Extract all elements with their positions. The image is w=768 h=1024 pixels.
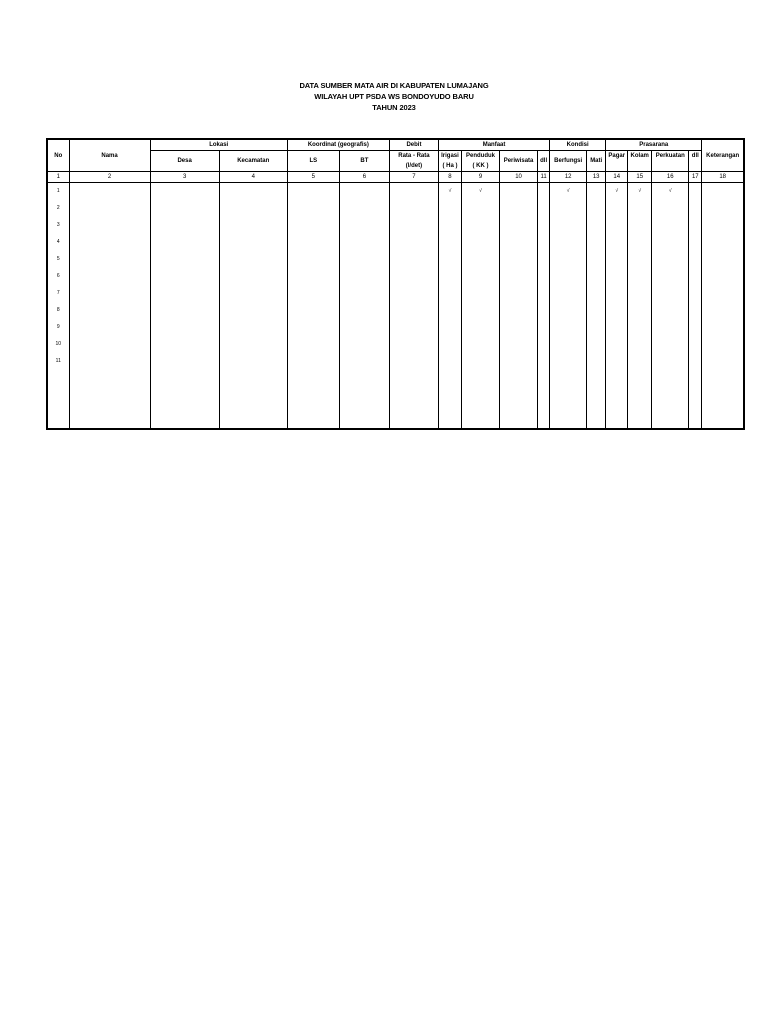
table-row	[47, 268, 744, 285]
column-number-cell: 6	[339, 172, 389, 183]
cell-bt	[339, 285, 389, 302]
cell-dll-manfaat	[538, 234, 550, 251]
cell-berfungsi	[550, 302, 587, 319]
header-bt: BT	[339, 151, 389, 172]
cell-nama	[69, 319, 150, 336]
cell-desa	[150, 251, 219, 268]
cell-kecamatan	[219, 370, 287, 429]
cell-keterangan	[702, 319, 744, 336]
cell-kecamatan	[219, 319, 287, 336]
cell-ls	[287, 285, 339, 302]
table-row	[47, 200, 744, 217]
cell-pagar	[606, 319, 628, 336]
cell-nama	[69, 234, 150, 251]
cell-pagar	[606, 234, 628, 251]
cell-penduduk	[461, 336, 499, 353]
cell-pagar	[606, 370, 628, 429]
cell-no: 8	[47, 302, 69, 319]
header-dll-manfaat: dll	[538, 151, 550, 172]
cell-irigasi	[438, 319, 461, 336]
cell-pagar	[606, 200, 628, 217]
cell-no: 5	[47, 251, 69, 268]
cell-dll-manfaat	[538, 302, 550, 319]
cell-desa	[150, 302, 219, 319]
cell-no: 11	[47, 353, 69, 370]
table-row	[47, 285, 744, 302]
cell-bt	[339, 336, 389, 353]
header-unit-ldet: (l/det)	[389, 161, 438, 172]
cell-penduduk	[461, 217, 499, 234]
column-number-cell: 18	[702, 172, 744, 183]
cell-perkuatan	[652, 217, 689, 234]
cell-mati	[587, 285, 606, 302]
cell-mati	[587, 319, 606, 336]
cell-debit	[389, 370, 438, 429]
cell-dll-prasarana	[689, 268, 702, 285]
cell-kecamatan	[219, 353, 287, 370]
column-number-cell: 1	[47, 172, 69, 183]
cell-desa	[150, 217, 219, 234]
header-ls: LS	[287, 151, 339, 172]
cell-irigasi	[438, 353, 461, 370]
cell-nama	[69, 200, 150, 217]
cell-dll-manfaat	[538, 183, 550, 201]
cell-no: 10	[47, 336, 69, 353]
cell-perkuatan	[652, 234, 689, 251]
cell-desa	[150, 200, 219, 217]
cell-irigasi	[438, 336, 461, 353]
column-number-cell: 2	[69, 172, 150, 183]
cell-desa	[150, 353, 219, 370]
cell-berfungsi: √	[550, 183, 587, 201]
cell-mati	[587, 353, 606, 370]
cell-periwisata	[500, 200, 538, 217]
cell-debit	[389, 200, 438, 217]
cell-mati	[587, 251, 606, 268]
cell-mati	[587, 268, 606, 285]
column-number-cell: 12	[550, 172, 587, 183]
cell-kolam	[628, 200, 652, 217]
cell-ls	[287, 268, 339, 285]
cell-nama	[69, 217, 150, 234]
cell-dll-manfaat	[538, 353, 550, 370]
cell-bt	[339, 200, 389, 217]
cell-keterangan	[702, 268, 744, 285]
header-irigasi: Irigasi	[438, 151, 461, 162]
cell-kolam	[628, 251, 652, 268]
cell-kolam	[628, 234, 652, 251]
cell-mati	[587, 183, 606, 201]
cell-penduduk	[461, 302, 499, 319]
cell-dll-manfaat	[538, 268, 550, 285]
cell-ls	[287, 234, 339, 251]
cell-penduduk	[461, 370, 499, 429]
cell-desa	[150, 285, 219, 302]
title-line-1: DATA SUMBER MATA AIR DI KABUPATEN LUMAJANG	[299, 81, 489, 90]
header-mati: Mati	[587, 151, 606, 172]
cell-kolam	[628, 336, 652, 353]
cell-bt	[339, 217, 389, 234]
document-title	[0, 80, 768, 113]
cell-ls	[287, 353, 339, 370]
cell-penduduk	[461, 200, 499, 217]
header-debit: Debit	[389, 139, 438, 151]
cell-keterangan	[702, 183, 744, 201]
cell-kecamatan	[219, 234, 287, 251]
cell-kolam	[628, 268, 652, 285]
cell-periwisata	[500, 183, 538, 201]
cell-ls	[287, 319, 339, 336]
header-unit-kk: ( KK )	[461, 161, 499, 172]
header-kecamatan: Kecamatan	[219, 151, 287, 172]
column-number-cell: 14	[606, 172, 628, 183]
cell-keterangan	[702, 302, 744, 319]
cell-perkuatan	[652, 319, 689, 336]
title-line-3: TAHUN 2023	[372, 103, 416, 112]
cell-dll-prasarana	[689, 200, 702, 217]
cell-kolam	[628, 285, 652, 302]
cell-periwisata	[500, 251, 538, 268]
cell-no: 7	[47, 285, 69, 302]
cell-berfungsi	[550, 217, 587, 234]
column-number-cell: 15	[628, 172, 652, 183]
cell-periwisata	[500, 217, 538, 234]
cell-keterangan	[702, 336, 744, 353]
column-number-cell: 10	[500, 172, 538, 183]
cell-kecamatan	[219, 200, 287, 217]
cell-perkuatan	[652, 336, 689, 353]
header-unit-ha: ( Ha )	[438, 161, 461, 172]
cell-mati	[587, 234, 606, 251]
cell-desa	[150, 183, 219, 201]
cell-irigasi	[438, 285, 461, 302]
cell-bt	[339, 319, 389, 336]
cell-pagar	[606, 217, 628, 234]
cell-bt	[339, 302, 389, 319]
header-rata-rata: Rata - Rata	[389, 151, 438, 162]
cell-dll-prasarana	[689, 285, 702, 302]
cell-debit	[389, 183, 438, 201]
header-koordinat: Koordinat (geografis)	[287, 139, 389, 151]
column-number-row	[47, 172, 744, 183]
header-pagar: Pagar	[606, 151, 628, 172]
cell-periwisata	[500, 336, 538, 353]
header-manfaat: Manfaat	[438, 139, 549, 151]
cell-irigasi	[438, 234, 461, 251]
cell-perkuatan	[652, 268, 689, 285]
cell-periwisata	[500, 268, 538, 285]
cell-pagar	[606, 336, 628, 353]
cell-kecamatan	[219, 183, 287, 201]
cell-keterangan	[702, 251, 744, 268]
cell-periwisata	[500, 370, 538, 429]
cell-dll-prasarana	[689, 183, 702, 201]
header-nama: Nama	[69, 139, 150, 172]
cell-mati	[587, 336, 606, 353]
table-row	[47, 251, 744, 268]
cell-irigasi	[438, 370, 461, 429]
cell-dll-manfaat	[538, 200, 550, 217]
cell-keterangan	[702, 200, 744, 217]
cell-nama	[69, 370, 150, 429]
cell-bt	[339, 353, 389, 370]
cell-debit	[389, 217, 438, 234]
cell-berfungsi	[550, 353, 587, 370]
cell-kolam	[628, 370, 652, 429]
column-number-cell: 9	[461, 172, 499, 183]
cell-dll-prasarana	[689, 251, 702, 268]
cell-perkuatan	[652, 200, 689, 217]
column-number-cell: 7	[389, 172, 438, 183]
cell-kolam	[628, 217, 652, 234]
cell-irigasi	[438, 217, 461, 234]
cell-desa	[150, 319, 219, 336]
cell-nama	[69, 183, 150, 201]
cell-pagar: √	[606, 183, 628, 201]
cell-desa	[150, 336, 219, 353]
cell-berfungsi	[550, 268, 587, 285]
cell-pagar	[606, 268, 628, 285]
cell-bt	[339, 268, 389, 285]
cell-perkuatan	[652, 302, 689, 319]
column-number-cell: 3	[150, 172, 219, 183]
cell-desa	[150, 234, 219, 251]
cell-penduduk: √	[461, 183, 499, 201]
cell-berfungsi	[550, 251, 587, 268]
cell-dll-manfaat	[538, 217, 550, 234]
cell-debit	[389, 268, 438, 285]
cell-berfungsi	[550, 200, 587, 217]
cell-perkuatan: √	[652, 183, 689, 201]
cell-dll-manfaat	[538, 336, 550, 353]
cell-debit	[389, 353, 438, 370]
cell-kolam	[628, 319, 652, 336]
cell-irigasi	[438, 268, 461, 285]
cell-no: 6	[47, 268, 69, 285]
header-prasarana: Prasarana	[606, 139, 702, 151]
cell-keterangan	[702, 353, 744, 370]
table-row	[47, 336, 744, 353]
cell-berfungsi	[550, 370, 587, 429]
header-dll-prasarana: dll	[689, 151, 702, 172]
cell-kolam	[628, 353, 652, 370]
column-number-cell: 4	[219, 172, 287, 183]
cell-dll-manfaat	[538, 285, 550, 302]
cell-ls	[287, 183, 339, 201]
cell-no: 3	[47, 217, 69, 234]
cell-kecamatan	[219, 302, 287, 319]
cell-dll-manfaat	[538, 251, 550, 268]
header-perkuatan: Perkuatan	[652, 151, 689, 172]
cell-nama	[69, 285, 150, 302]
header-desa: Desa	[150, 151, 219, 172]
cell-nama	[69, 251, 150, 268]
header-lokasi: Lokasi	[150, 139, 287, 151]
cell-perkuatan	[652, 251, 689, 268]
cell-perkuatan	[652, 353, 689, 370]
cell-irigasi: √	[438, 183, 461, 201]
cell-dll-prasarana	[689, 319, 702, 336]
cell-kecamatan	[219, 251, 287, 268]
cell-mati	[587, 200, 606, 217]
cell-periwisata	[500, 319, 538, 336]
cell-keterangan	[702, 234, 744, 251]
cell-dll-prasarana	[689, 217, 702, 234]
cell-penduduk	[461, 319, 499, 336]
table-row	[47, 302, 744, 319]
cell-nama	[69, 302, 150, 319]
header-berfungsi: Berfungsi	[550, 151, 587, 172]
cell-kolam: √	[628, 183, 652, 201]
cell-irigasi	[438, 251, 461, 268]
cell-bt	[339, 370, 389, 429]
cell-nama	[69, 336, 150, 353]
cell-ls	[287, 302, 339, 319]
cell-ls	[287, 251, 339, 268]
cell-no: 9	[47, 319, 69, 336]
cell-pagar	[606, 302, 628, 319]
cell-debit	[389, 251, 438, 268]
cell-dll-manfaat	[538, 319, 550, 336]
cell-desa	[150, 370, 219, 429]
cell-pagar	[606, 353, 628, 370]
spring-data-table	[46, 138, 745, 430]
cell-desa	[150, 268, 219, 285]
cell-keterangan	[702, 285, 744, 302]
cell-ls	[287, 200, 339, 217]
cell-penduduk	[461, 285, 499, 302]
cell-perkuatan	[652, 285, 689, 302]
cell-periwisata	[500, 302, 538, 319]
cell-pagar	[606, 285, 628, 302]
cell-berfungsi	[550, 319, 587, 336]
cell-kecamatan	[219, 285, 287, 302]
cell-debit	[389, 336, 438, 353]
table-row	[47, 319, 744, 336]
cell-periwisata	[500, 285, 538, 302]
title-line-2: WILAYAH UPT PSDA WS BONDOYUDO BARU	[314, 92, 474, 101]
cell-mati	[587, 370, 606, 429]
cell-kecamatan	[219, 268, 287, 285]
cell-dll-prasarana	[689, 234, 702, 251]
table-row	[47, 183, 744, 201]
column-number-cell: 13	[587, 172, 606, 183]
cell-berfungsi	[550, 336, 587, 353]
cell-bt	[339, 234, 389, 251]
cell-no: 4	[47, 234, 69, 251]
cell-nama	[69, 353, 150, 370]
column-number-cell: 5	[287, 172, 339, 183]
cell-ls	[287, 370, 339, 429]
cell-penduduk	[461, 234, 499, 251]
column-number-cell: 16	[652, 172, 689, 183]
cell-dll-prasarana	[689, 336, 702, 353]
table-row	[47, 217, 744, 234]
cell-no: 2	[47, 200, 69, 217]
header-keterangan: Keterangan	[702, 139, 744, 172]
table-row	[47, 353, 744, 370]
table-row	[47, 234, 744, 251]
header-kondisi: Kondisi	[550, 139, 606, 151]
cell-kecamatan	[219, 217, 287, 234]
cell-periwisata	[500, 353, 538, 370]
cell-keterangan	[702, 370, 744, 429]
column-number-cell: 17	[689, 172, 702, 183]
cell-periwisata	[500, 234, 538, 251]
cell-debit	[389, 302, 438, 319]
cell-pagar	[606, 251, 628, 268]
cell-debit	[389, 319, 438, 336]
cell-kecamatan	[219, 336, 287, 353]
cell-kolam	[628, 302, 652, 319]
cell-mati	[587, 302, 606, 319]
cell-irigasi	[438, 200, 461, 217]
cell-dll-manfaat	[538, 370, 550, 429]
cell-bt	[339, 251, 389, 268]
header-kolam: Kolam	[628, 151, 652, 172]
cell-ls	[287, 217, 339, 234]
cell-irigasi	[438, 302, 461, 319]
cell-penduduk	[461, 251, 499, 268]
cell-keterangan	[702, 217, 744, 234]
header-periwisata: Periwisata	[500, 151, 538, 172]
column-number-cell: 8	[438, 172, 461, 183]
cell-no	[47, 370, 69, 429]
cell-no: 1	[47, 183, 69, 201]
table-row	[47, 370, 744, 429]
cell-nama	[69, 268, 150, 285]
header-no: No	[47, 139, 69, 172]
cell-dll-prasarana	[689, 370, 702, 429]
cell-dll-prasarana	[689, 302, 702, 319]
cell-berfungsi	[550, 234, 587, 251]
cell-dll-prasarana	[689, 353, 702, 370]
table-body	[47, 183, 744, 430]
cell-debit	[389, 285, 438, 302]
cell-debit	[389, 234, 438, 251]
cell-ls	[287, 336, 339, 353]
header-penduduk: Penduduk	[461, 151, 499, 162]
cell-berfungsi	[550, 285, 587, 302]
cell-bt	[339, 183, 389, 201]
cell-perkuatan	[652, 370, 689, 429]
cell-penduduk	[461, 268, 499, 285]
column-number-cell: 11	[538, 172, 550, 183]
cell-mati	[587, 217, 606, 234]
cell-penduduk	[461, 353, 499, 370]
